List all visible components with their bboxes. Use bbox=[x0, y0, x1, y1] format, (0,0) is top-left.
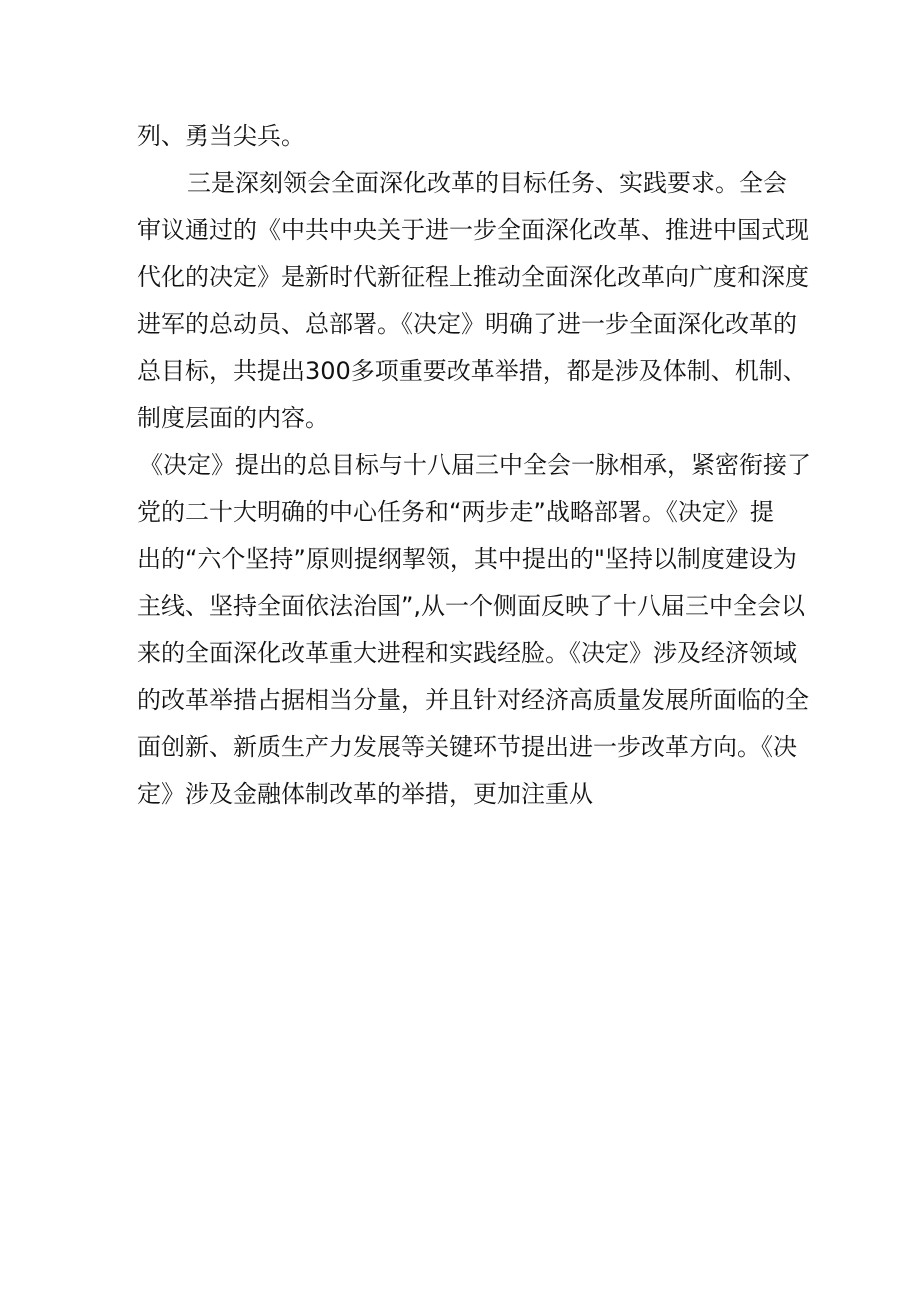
text-line: 的改革举措占据相当分量，并且针对经济高质量发展所面临的全 bbox=[137, 686, 809, 714]
text-line: 出的“六个坚持”原则提纲挈领，其中提出的"坚持以制度建设为 bbox=[137, 545, 797, 573]
paragraph-3 bbox=[137, 442, 811, 818]
text-line: 三是深刻领会全面深化改革的目标任务、实践要求。全会 bbox=[187, 169, 787, 197]
text-line: 主线、坚持全面依法治国”,从一个侧面反映了十八届三中全会以 bbox=[137, 592, 806, 620]
document-body bbox=[137, 113, 811, 818]
text-line: 总目标，共提出300多项重要改革举措，都是涉及体制、机制、 bbox=[137, 357, 807, 385]
text-line: 列、勇当尖兵。 bbox=[137, 122, 305, 150]
text-line: 制度层面的内容。 bbox=[137, 404, 329, 432]
text-line: 来的全面深化改革重大进程和实践经脸。《决定》涉及经济领域 bbox=[137, 639, 797, 667]
text-line: 定》涉及金融体制改革的举措，更加注重从 bbox=[137, 780, 593, 808]
paragraph-1 bbox=[137, 113, 797, 160]
paragraph-2 bbox=[137, 160, 809, 442]
text-line: 代化的决定》是新时代新征程上推动全面深化改革向广度和深度 bbox=[137, 263, 809, 291]
text-line: 《决定》提出的总目标与十八届三中全会一脉相承，紧密衔接了 bbox=[139, 451, 811, 479]
text-line: 面创新、新质生产力发展等关键环节提出进一步改革方向。《决 bbox=[137, 733, 797, 761]
text-line: 党的二十大明确的中心任务和“两步走”战略部署。《决定》提 bbox=[137, 498, 774, 526]
text-line: 进军的总动员、总部署。《决定》明确了进一步全面深化改革的 bbox=[137, 310, 797, 338]
text-line: 审议通过的《中共中央关于进一步全面深化改革、推进中国式现 bbox=[137, 216, 809, 244]
